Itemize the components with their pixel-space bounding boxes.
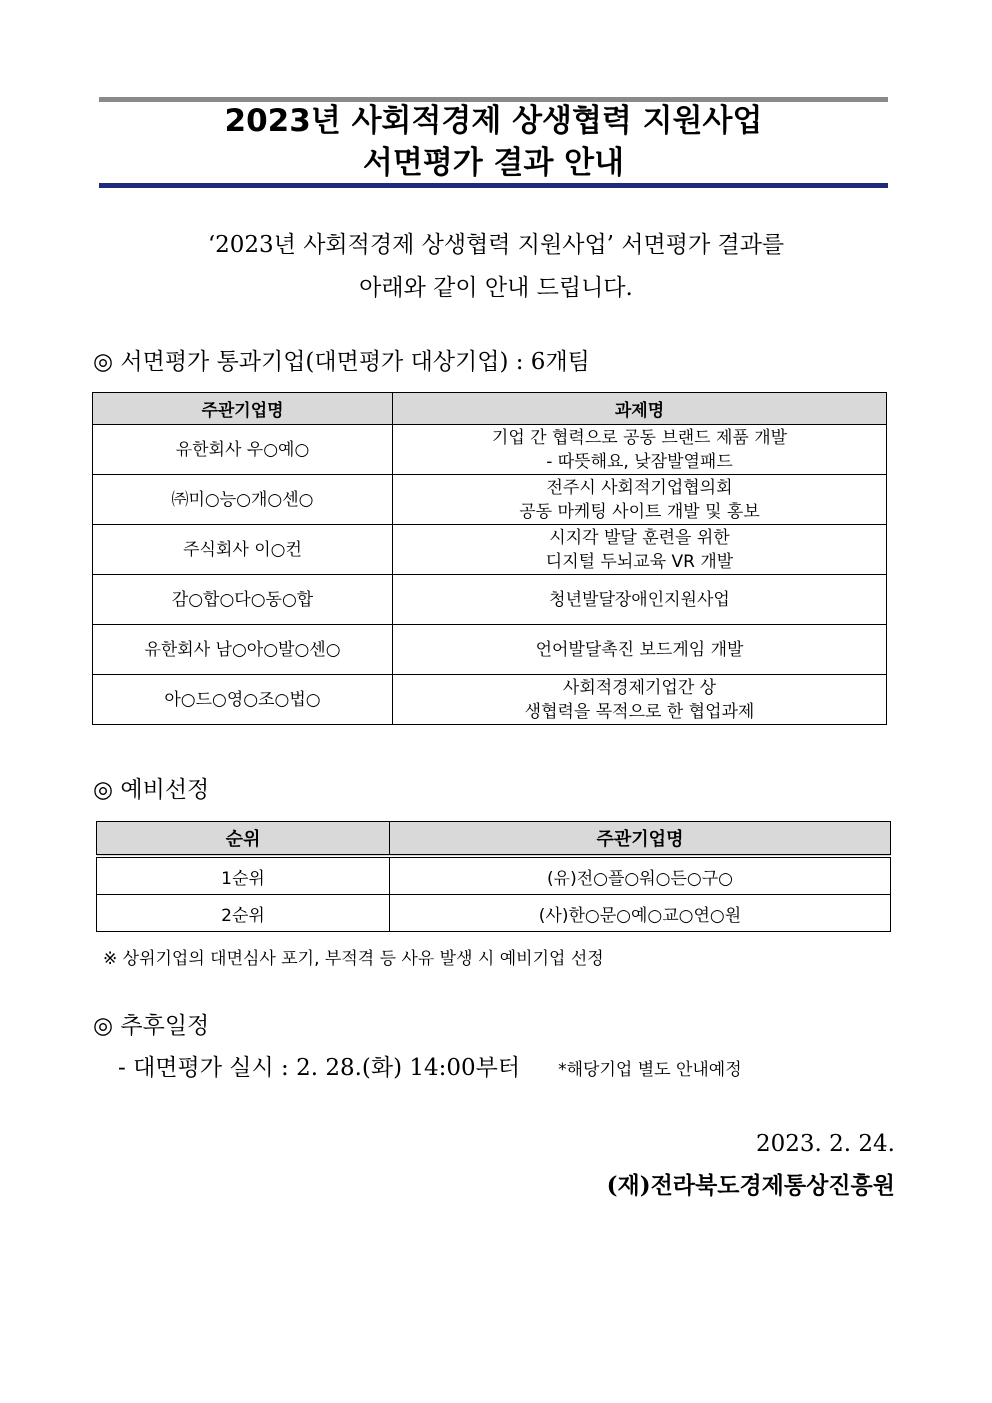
table-row — [93, 575, 887, 625]
table-row — [93, 525, 887, 575]
task-line: 사회적경제기업간 상 — [562, 677, 717, 698]
table-row — [93, 475, 887, 525]
company-cell: 유한회사 남○아○발○센○ — [93, 625, 393, 675]
company-cell: (유)전○플○워○든○구○ — [390, 856, 891, 895]
task-line: 청년발달장애인지원사업 — [549, 589, 730, 610]
schedule-text: - 대면평가 실시 : 2. 28.(화) 14:00부터 — [118, 1055, 521, 1081]
document-title-line1: 2023년 사회적경제 상생협력 지원사업 — [224, 103, 763, 139]
schedule-note: *해당기업 별도 안내예정 — [558, 1060, 742, 1080]
section-heading-schedule: ◎ 추후일정 — [93, 1013, 210, 1039]
table-row — [93, 625, 887, 675]
company-cell: 유한회사 우○예○ — [93, 425, 393, 475]
reserve-companies-table — [96, 821, 891, 932]
company-cell: 아○드○영○조○법○ — [93, 675, 393, 725]
task-cell — [393, 625, 887, 675]
table-row — [93, 425, 887, 475]
passed-companies-table — [92, 392, 887, 725]
company-cell: 주식회사 이○컨 — [93, 525, 393, 575]
document-date: 2023. 2. 24. — [756, 1131, 895, 1157]
table-row — [97, 856, 891, 895]
title-bottom-rule — [99, 183, 888, 188]
rank-cell: 2순위 — [97, 895, 390, 932]
table-row — [97, 895, 891, 932]
intro-line1: ‘2023년 사회적경제 상생협력 지원사업’ 서면평가 결과를 — [207, 232, 785, 258]
section-heading-passed: ◎ 서면평가 통과기업(대면평가 대상기업) : 6개팀 — [93, 349, 590, 375]
section-heading-reserve: ◎ 예비선정 — [93, 777, 210, 803]
table-row — [93, 675, 887, 725]
task-line: 시지각 발달 훈련을 위한 — [549, 527, 730, 548]
schedule-item — [118, 1052, 742, 1086]
task-line: 언어발달촉진 보드게임 개발 — [535, 639, 744, 660]
intro-line2: 아래와 같이 안내 드립니다. — [359, 275, 633, 301]
task-cell — [393, 675, 887, 725]
task-line: 공동 마케팅 사이트 개발 및 홍보 — [519, 501, 760, 522]
company-cell: 감○합○다○동○합 — [93, 575, 393, 625]
rank-cell: 1순위 — [97, 856, 390, 895]
task-cell — [393, 525, 887, 575]
column-header-company: 주관기업명 — [390, 822, 891, 857]
task-line: 디지털 두뇌교육 VR 개발 — [545, 551, 734, 572]
issuing-organization: (재)전라북도경제통상진흥원 — [606, 1172, 895, 1199]
table-header-row — [97, 822, 891, 857]
table-header-row — [93, 393, 887, 425]
task-cell — [393, 575, 887, 625]
task-line: 생협력을 목적으로 한 협업과제 — [524, 701, 755, 722]
task-line: - 따뜻해요, 낮잠발열패드 — [546, 451, 733, 472]
column-header-rank: 순위 — [97, 822, 390, 857]
document-title-line2: 서면평가 결과 안내 — [362, 145, 625, 181]
reserve-note: ※ 상위기업의 대면심사 포기, 부적격 등 사유 발생 시 예비기업 선정 — [103, 949, 604, 969]
task-line: 전주시 사회적기업협의회 — [546, 477, 733, 498]
column-header-task: 과제명 — [393, 393, 887, 425]
column-header-company: 주관기업명 — [93, 393, 393, 425]
company-cell: (사)한○문○예○교○연○원 — [390, 895, 891, 932]
task-line: 기업 간 협력으로 공동 브랜드 제품 개발 — [491, 427, 788, 448]
task-cell — [393, 475, 887, 525]
task-cell — [393, 425, 887, 475]
company-cell: ㈜미○능○개○센○ — [93, 475, 393, 525]
